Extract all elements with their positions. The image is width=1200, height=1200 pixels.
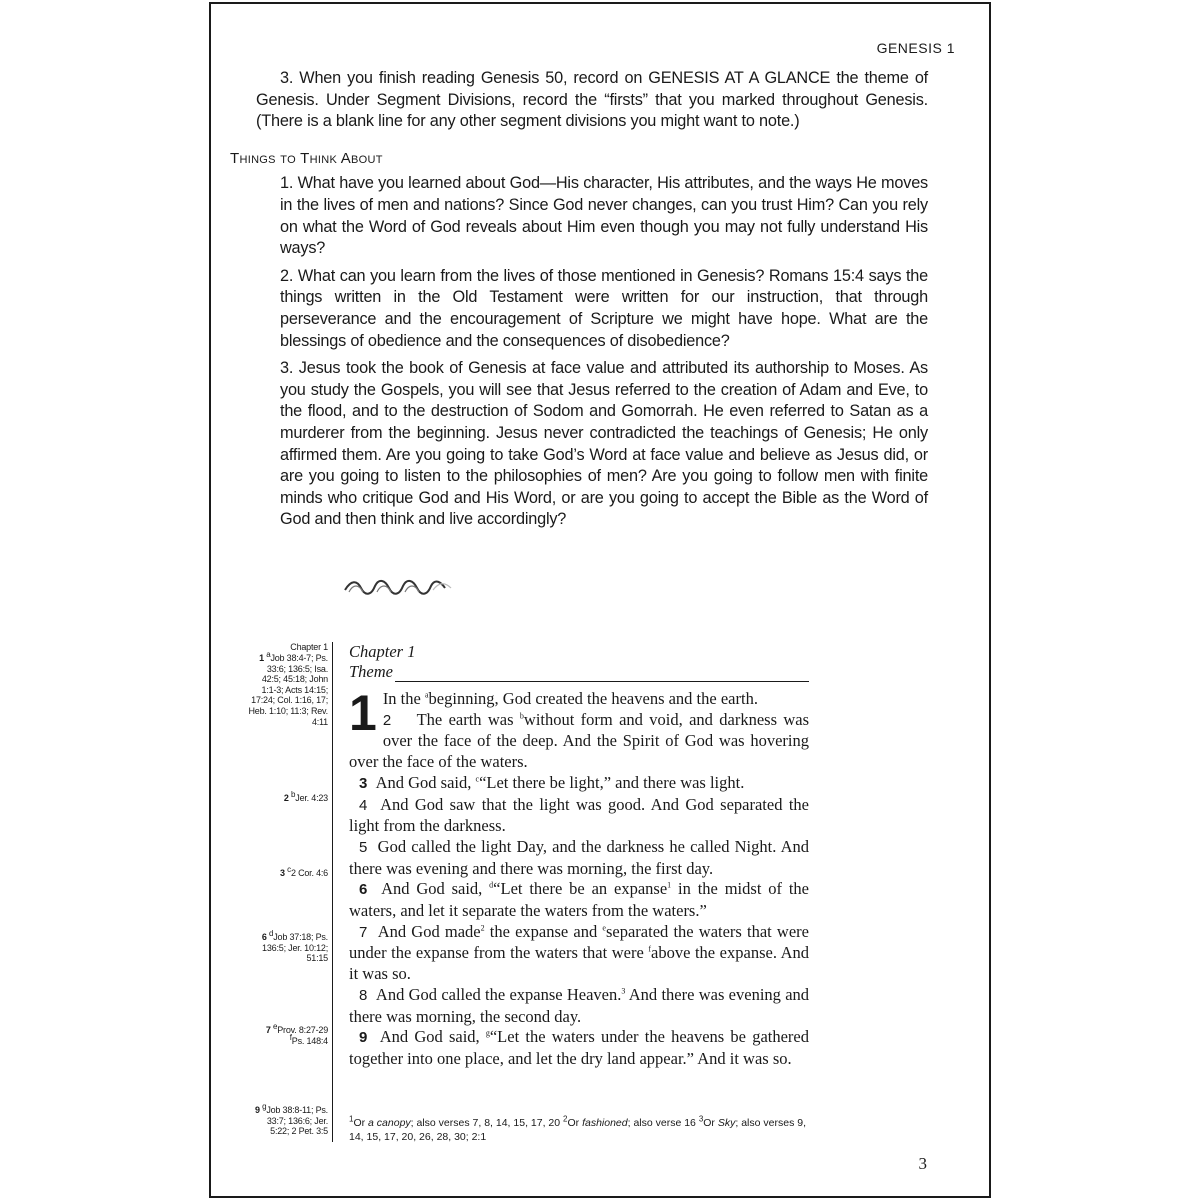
section-heading: Things to Think About — [230, 149, 383, 167]
margin-chapter-title: Chapter 1 — [290, 642, 328, 652]
xref-verse-1: 1 $^a$Job 38:4-7; Ps. 33:6; 136:5; Isa. 42:5; 45:18; John 1:1-3; Acts 14:15; 17:24; Col. 1:16, 17; Heb. 1:10; 11:3; Rev. 4:11 — [248, 650, 328, 727]
theme-line — [349, 662, 809, 682]
page-number: 3 — [918, 1154, 927, 1173]
xref-verse-7: 7 $^e$Prov. 8:27-29 $^f$Ps. 148:4 — [265, 1022, 328, 1046]
verse-3: 3 And God said, $^c$“Let there be light,” and there was light. — [359, 772, 745, 792]
intro-section — [230, 68, 928, 537]
verse-4: 4 And God saw that the light was good. And God separated the light from the darkness. — [349, 794, 809, 836]
xref-verse-9: 9 $^g$Job 38:8-11; Ps. 33:7; 136:6; Jer. 5:22; 2 Pet. 3:5 — [254, 1102, 328, 1137]
theme-blank[interactable] — [395, 665, 809, 682]
verse-8: 8 And God called the expanse Heaven.$^3$ And there was evening and there was morning, the second day. — [349, 984, 810, 1026]
verse-9: 9 And God said, $^g$“Let the waters under the heavens be gathered together into one place, and let the dry land appear.” And it was so. — [349, 1027, 809, 1068]
ornament-divider-icon — [341, 574, 461, 600]
xref-verse-3: 3 $^c$2 Cor. 4:6 — [280, 865, 328, 878]
verse-7: 7 And God made$^2$ the expanse and $^e$separated the waters that were under the expanse from the waters that were $^f$above the expanse. And it was so. — [349, 921, 810, 984]
think-item-2: 2. What can you learn from the lives of those mentioned in Genesis? Romans 15:4 says the things written in the Old Testament were written for our instruction, that through perseverance and the encouragement of Scripture we might have hope. What are the blessings of obedience and the consequences of disobedience? — [280, 266, 928, 350]
running-head: GENESIS 1 — [876, 40, 955, 56]
verse-1: In the $^a$beginning, God created the heavens and the earth. — [382, 689, 758, 708]
think-item-1: 1. What have you learned about God—His character, His attributes, and the ways He moves in the lives of men and nations? Since God never changes, can you trust Him? Can you rely on what the Word of God reveals about Him even though you may not fully understand His ways? — [280, 174, 928, 258]
verse-block — [349, 685, 809, 773]
verse-2: 2 The earth was $^b$without form and void, and darkness was over the face of the deep. And the Spirit of God was hovering over the face of the waters. — [349, 709, 809, 772]
chapter-dropcap: 1 — [349, 685, 377, 741]
xref-verse-2: 2 $^b$Jer. 4:23 — [283, 790, 328, 803]
book-page — [209, 2, 991, 1198]
scripture-text — [349, 642, 809, 1070]
think-item-3: 3. Jesus took the book of Genesis at face value and attributed its authorship to Moses. As you study the Gospels, you will see that Jesus referred to the creation of Adam and Eve, to the flood, and to the destruction of Sodom and Gomorrah. He even referred to Satan as a murderer from the beginning. Jesus never contradicted the teachings of Genesis; He only affirmed them. Are you going to take God’s Word at face value and believe as Jesus did, or are you going to listen to the philosophies of men? Are you going to follow men with finite minds who critique God and His Word, or are you going to accept the Bible as the Word of God and then think and live accordingly? — [280, 359, 928, 529]
things-to-think-list — [256, 173, 928, 531]
theme-label: Theme — [349, 662, 393, 681]
instruction-paragraph-3: 3. When you finish reading Genesis 50, record on GENESIS AT A GLANCE the theme of Genesis. Under Segment Divisions, record the “firsts” that you marked throughout Genesis. (There is a blank line for any other segment divisions you might want to note.) — [256, 69, 928, 131]
verse-5: 5 God called the light Day, and the darkness he called Night. And there was evening and there was morning, the first day. — [349, 836, 809, 878]
xref-verse-6: 6 $^d$Job 37:18; Ps. 136:5; Jer. 10:12; 51:15 — [261, 929, 328, 964]
chapter-label: Chapter 1 — [349, 642, 416, 661]
footnotes: $^1$Or a canopy; also verses 7, 8, 14, 15, 17, 20 $^2$Or fashioned; also verse 16 $^3$Or Sky; also verses 9, 14, 15, 17, 20, 26, 28, 30; 2:1 — [349, 1114, 806, 1143]
verse-6: 6 And God said, $^d$“Let there be an expanse$^1$ in the midst of the waters, and let it separate the waters from the waters.” — [349, 879, 810, 921]
cross-reference-column — [248, 642, 333, 1142]
